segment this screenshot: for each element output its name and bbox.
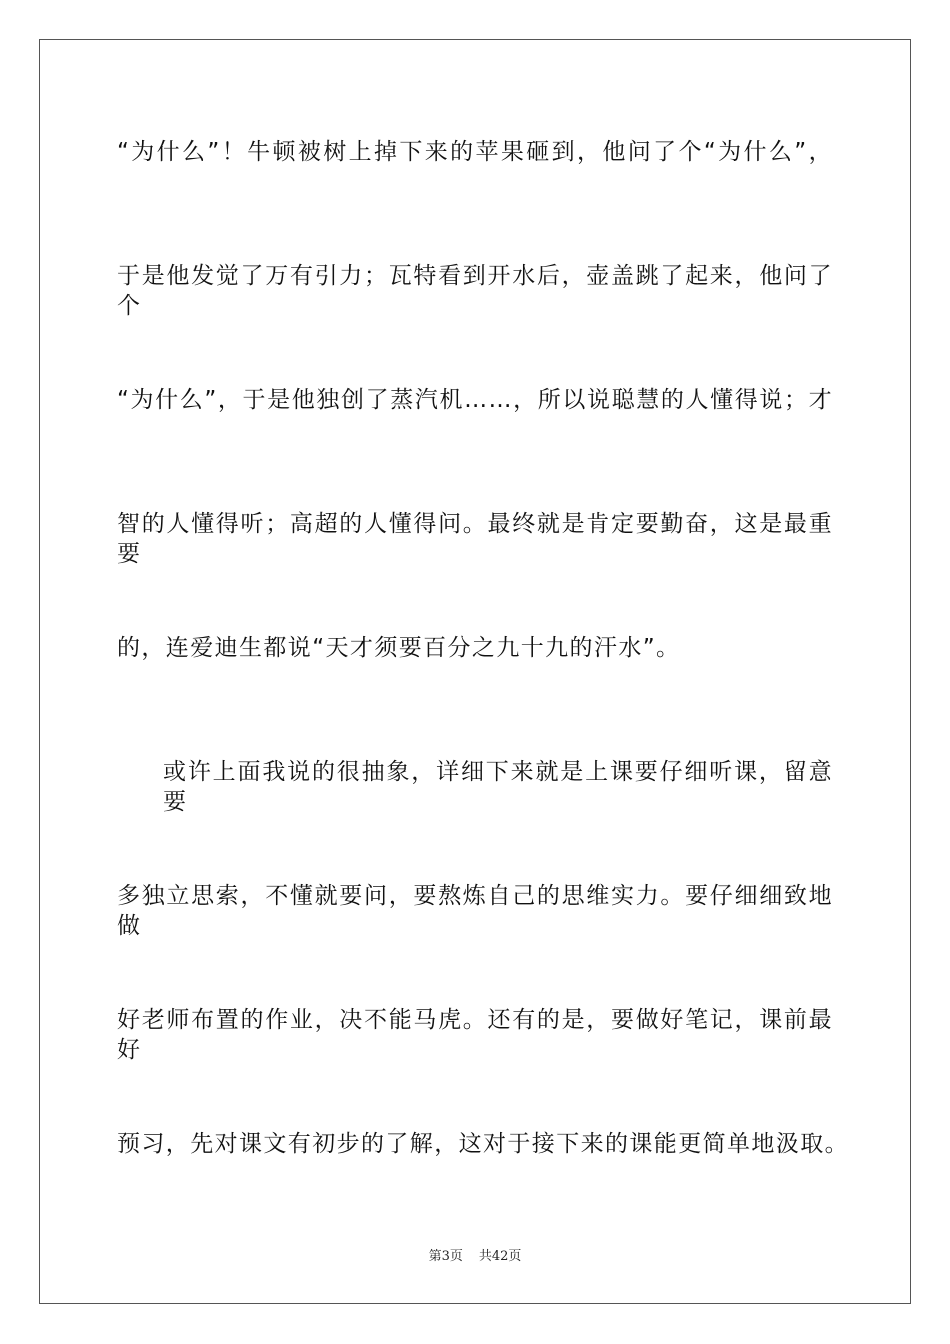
page-border xyxy=(39,39,911,1304)
total-pages: 共42页 xyxy=(478,1249,522,1264)
text-line: 智的人懂得听；高超的人懂得问。最终就是肯定要勤奋，这是最重要 xyxy=(117,511,833,567)
text-line: 预习，先对课文有初步的了解，这对于接下来的课能更简单地汲取。 xyxy=(117,1131,849,1157)
text-line: “为什么”！牛顿被树上掉下来的苹果砸到，他问了个“为什么”， xyxy=(117,139,833,165)
text-line: 于是他发觉了万有引力；瓦特看到开水后，壶盖跳了起来，他问了个 xyxy=(117,263,833,319)
text-line: 多独立思索，不懂就要问，要熬炼自己的思维实力。要仔细细致地做 xyxy=(117,883,833,939)
text-line: 的，连爱迪生都说“天才须要百分之九十九的汗水”。 xyxy=(117,635,681,661)
text-line: “为什么”，于是他独创了蒸汽机……，所以说聪慧的人懂得说；才 xyxy=(117,387,833,413)
page-footer xyxy=(0,1248,950,1266)
paragraph-first-line: 或许上面我说的很抽象，详细下来就是上课要仔细听课，留意要 xyxy=(163,759,833,815)
text-line: 好老师布置的作业，决不能马虎。还有的是，要做好笔记，课前最好 xyxy=(117,1007,833,1063)
page-number: 第3页 xyxy=(428,1249,463,1264)
